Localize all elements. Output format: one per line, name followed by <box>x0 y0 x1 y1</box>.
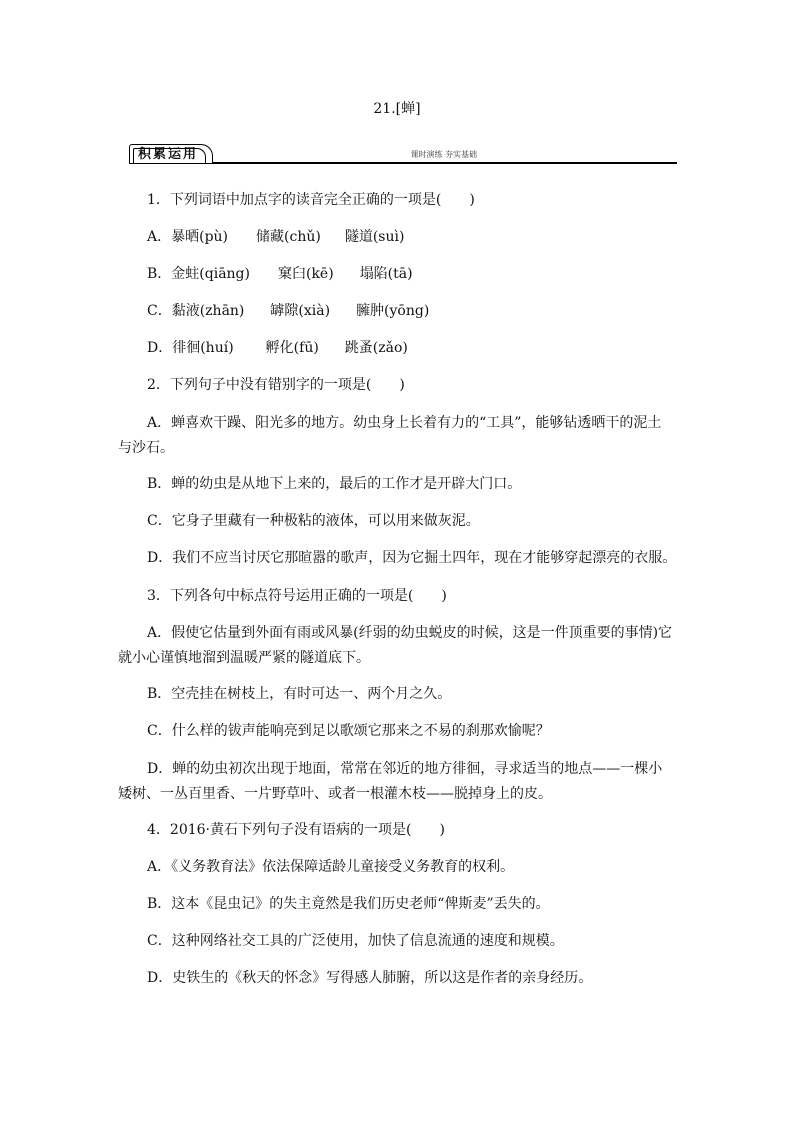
question-3-stem: 3．下列各句中标点符号运用正确的一项是( ) <box>147 588 447 604</box>
question-4-option-a: A．《义务教育法》依法保障适龄儿童接受义务教育的权利。 <box>147 859 515 875</box>
question-2-stem: 2．下列句子中没有错别字的一项是( ) <box>147 377 405 393</box>
option-c-term-1: C．黏液(zhān) <box>147 303 245 319</box>
option-a-term-3: 隧道(suì) <box>344 229 405 245</box>
page-title: 21.[蝉] <box>373 101 421 117</box>
question-2-option-a-cont: 与沙石。 <box>118 440 174 456</box>
option-a-term-2: 储藏(chǔ) <box>256 229 321 245</box>
option-c-term-3: 臃肿(yōng) <box>356 303 430 319</box>
option-d-term-3: 跳蚤(zǎo) <box>344 340 408 356</box>
question-1-option-c <box>147 301 429 321</box>
option-d-term-1: D．徘徊(huí) <box>147 340 234 356</box>
question-3-option-c: C．什么样的钹声能响亮到足以歌颂它那来之不易的刹那欢愉呢？ <box>147 723 550 739</box>
section-tab-label: 积累运用 <box>129 144 213 163</box>
option-b-term-3: 塌陷(tā) <box>359 266 413 282</box>
question-3-option-d: D．蝉的幼虫初次出现于地面，常常在邻近的地方徘徊，寻求适当的地点——一棵小 <box>147 761 663 777</box>
question-1-option-a <box>147 227 404 247</box>
question-1-option-b <box>147 264 413 284</box>
question-4-stem: 4．2016·黄石下列句子没有语病的一项是( ) <box>147 822 445 838</box>
option-d-term-2: 孵化(fū) <box>265 340 319 356</box>
question-3-option-a-cont: 就小心谨慎地溜到温暖严紧的隧道底下。 <box>118 650 370 666</box>
section-header <box>129 144 677 164</box>
question-2-option-a: A．蝉喜欢干躁、阳光多的地方。幼虫身上长着有力的“工具”，能够钻透晒干的泥土 <box>147 415 662 431</box>
option-b-term-1: B．金蛀(qiāng) <box>147 266 250 282</box>
question-4-option-d: D．史铁生的《秋天的怀念》写得感人肺腑，所以这是作者的亲身经历。 <box>147 970 593 986</box>
question-1-option-d <box>147 338 408 358</box>
question-4-option-b: B．这本《昆虫记》的失主竟然是我们历史老师“俾斯麦”丢失的。 <box>147 896 550 912</box>
question-2-option-c: C．它身子里藏有一种极粘的液体，可以用来做灰泥。 <box>147 513 480 529</box>
option-b-term-2: 窠臼(kē) <box>277 266 334 282</box>
question-3-option-b: B．空壳挂在树枝上，有时可达一、两个月之久。 <box>147 686 452 702</box>
section-subtitle: 课时演练 夯实基础 <box>410 150 477 159</box>
question-4-option-c: C．这种网络社交工具的广泛使用，加快了信息流通的速度和规模。 <box>147 933 564 949</box>
question-1-stem: 1．下列词语中加点字的读音完全正确的一项是( ) <box>147 192 475 208</box>
question-3-option-d-cont: 矮树、一丛百里香、一片野草叶、或者一根灌木枝——脱掉身上的皮。 <box>118 786 552 802</box>
question-2-option-d: D．我们不应当讨厌它那暄嚣的歌声，因为它掘土四年，现在才能够穿起漂亮的衣服。 <box>147 550 677 566</box>
option-c-term-2: 罅隙(xià) <box>270 303 331 319</box>
question-2-option-b: B．蝉的幼虫是从地下上来的，最后的工作才是开辟大门口。 <box>147 476 522 492</box>
question-3-option-a: A．假使它估量到外面有雨或风暴(纤弱的幼虫蜕皮的时候，这是一件顶重要的事情)它 <box>147 625 673 641</box>
option-a-term-1: A．暴晒(pù) <box>147 229 229 245</box>
